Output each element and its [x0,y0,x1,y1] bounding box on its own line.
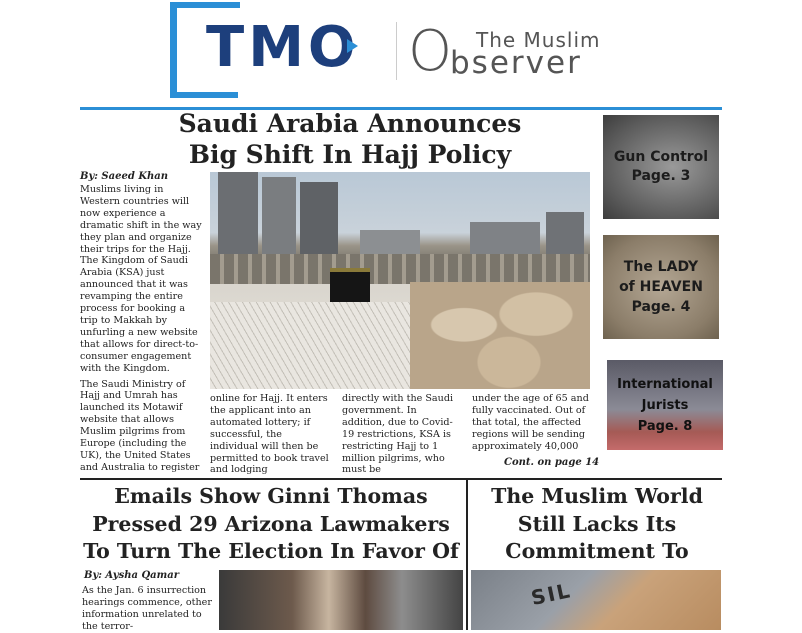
lead-headline-line1[interactable]: Saudi Arabia Announces [178,109,522,138]
lead-column-2: online for Hajj. It enters the applicant into an automated lottery; if successful, the individual will then be permitted to book travel and lodging [210,393,329,476]
lead-headline-line2[interactable]: Big Shift In Hajj Policy [188,140,512,169]
ginni-thomas-headline[interactable]: Emails Show Ginni Thomas Pressed 29 Arizona Lawmakers To Turn The Election In Favor Of [83,484,459,563]
promo-lady-of-heaven[interactable] [603,235,719,339]
promo-page: Page. 4 [631,299,691,315]
promo-title: Jurists [641,397,689,413]
lead-headline[interactable] [140,108,560,170]
story2-byline: By: Aysha Qamar [84,570,179,581]
brand-bserver: bserver [450,45,582,81]
logo-divider [396,22,397,80]
lead-column-3: directly with the Saudi government. In addition, due to Covid-19 restrictions, KSA is restricting Hajj to 1 million pilgrims, who must be [342,393,454,476]
lead-byline: By: Saeed Khan [80,171,169,182]
lead-column-4: under the age of 65 and fully vaccinated. Out of that total, the affected regions will be sending approximately 40,000 [472,393,589,452]
promo-title: International [617,376,713,392]
lead-column-1 [80,184,202,478]
kaaba-photo[interactable] [210,172,590,389]
promo-title: Gun Control [613,149,709,165]
tmo-logo-text: TMO [206,15,360,80]
continued-link[interactable]: Cont. on page 14 [504,457,600,468]
lead-paragraph: Muslims living in Western countries will now experience a dramatic shift in the way they plan and organize their trips for the Hajj. The Kingdom of Saudi Arabia (KSA) just announced that it was revamping the entire process for booking a trip to Makkah by unfurling a new website that allows for direct-to-consumer engagement with the Kingdom. [80,184,202,374]
brand-o: O [408,19,453,84]
protest-photo[interactable] [471,570,721,630]
column-rule [466,480,468,630]
protest-sign-text: SIL [528,578,574,610]
section-rule [80,478,722,480]
muslim-world-justice-headline[interactable]: The Muslim World Still Lacks Its Commitment To [491,484,703,563]
promo-title: of HEAVEN [619,279,703,295]
brand-the-muslim: The Muslim [476,28,601,52]
promo-page: Page. 3 [631,168,691,184]
promo-gun-control[interactable] [603,115,719,219]
hearing-photo[interactable] [219,570,463,630]
promo-title: The LADY [623,259,699,275]
story2-column: As the Jan. 6 insurrection hearings commence, other information unrelated to the terror- [82,585,212,632]
promo-international-jurists[interactable] [607,360,723,450]
promo-page: Page. 8 [637,418,693,434]
lead-paragraph: The Saudi Ministry of Hajj and Umrah has launched its Motawif website that allows Muslim pilgrims from Europe (including the UK), the United States and Australia to register [80,378,200,473]
play-icon [347,39,358,53]
